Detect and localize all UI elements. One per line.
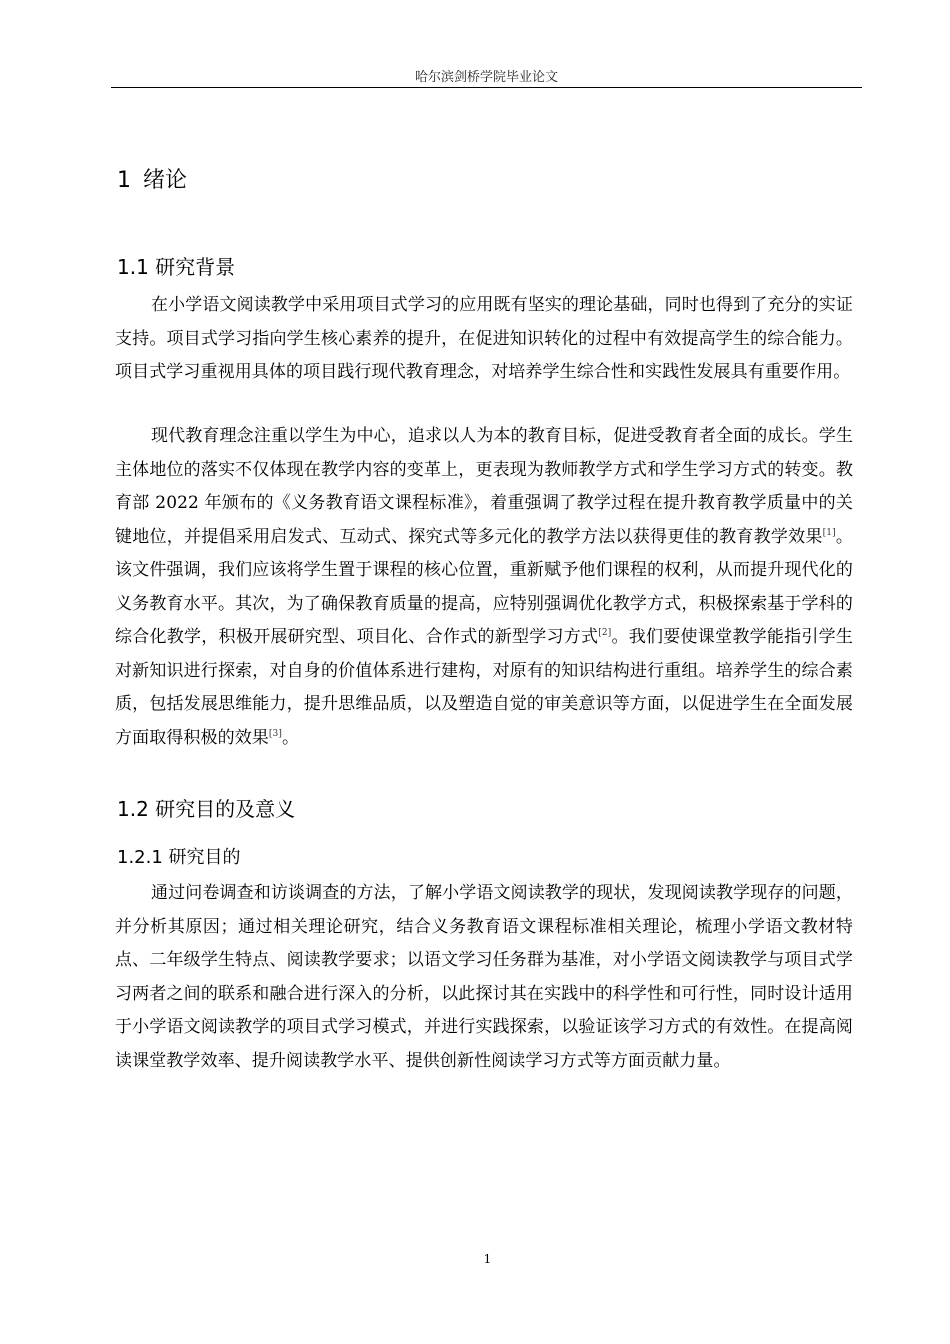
paragraph-text: 。	[281, 727, 300, 748]
paragraph-research-purpose: 通过问卷调查和访谈调查的方法，了解小学语文阅读教学的现状，发现阅读教学现存的问题，并分析其原因；通过相关理论研究，结合义务教育语文课程标准相关理论，梳理小学语文教材特点、二年级学生特点、阅读教学要求；以语文学习任务群为基准，对小学语文阅读教学与项目式学习两者之间的联系和融合进行深入的分析，以此探讨其在实践中的科学性和可行性，同时设计适用于小学语文阅读教学的项目式学习模式，并进行实践探索，以验证该学习方式的有效性。在提高阅读课堂教学效率、提升阅读教学水平、提供创新性阅读学习方式等方面贡献力量。	[115, 883, 853, 1071]
paragraph-background-1: 在小学语文阅读教学中采用项目式学习的应用既有坚实的理论基础，同时也得到了充分的实证支持。项目式学习指向学生核心素养的提升，在促进知识转化的过程中有效提高学生的综合能力。项目式学习重视用具体的项目践行现代教育理念，对培养学生综合性和实践性发展具有重要作用。	[115, 295, 853, 382]
page-number: 1	[483, 1252, 492, 1266]
paragraph-text: 现代教育理念注重以学生为中心，追求以人为本的教育目标，促进受教育者全面的成长。学生主体地位的落实不仅体现在教学内容的变革上，更表现为教师教学方式和学生学习方式的转变。教育部 2022 年颁布的《义务教育语文课程标准》，着重强调了教学过程在提升教育教学质量中的关键地位，并提倡采用启发式、互动式、探究式等多元化的教学方法以获得更佳的教育教学效果	[115, 426, 853, 547]
citation-3[interactable]: [3]	[268, 728, 282, 739]
paragraph-text: 。该文件强调，我们应该将学生置于课程的核心位置，重新赋予他们课程的权利，从而提升现代化的义务教育水平。其次，为了确保教育质量的提高，应特别强调优化教学方式，积极探索基于学科的综合化教学，积极开展研究型、项目化、合作式的新型学习方式	[115, 526, 853, 647]
chapter-title-text: 绪论	[143, 168, 188, 193]
paragraph-text: 。我们要使课堂教学能指引学生对新知识进行探索，对自身的价值体系进行建构，对原有的知识结构进行重组。培养学生的综合素质，包括发展思维能力，提升思维品质，以及塑造自觉的审美意识等方面，以促进学生在全面发展方面取得积极的效果	[115, 627, 853, 748]
running-header: 哈尔滨剑桥学院毕业论文	[414, 70, 558, 85]
subsection-title-research-purpose: 1.2.1 研究目的	[117, 847, 241, 868]
section-title-purpose-significance: 1.2 研究目的及意义	[117, 797, 296, 821]
paragraph-background-2	[115, 420, 853, 755]
header-divider	[111, 87, 862, 88]
chapter-title	[117, 163, 187, 194]
citation-2[interactable]: [2]	[598, 628, 612, 638]
chapter-number: 1	[117, 168, 131, 193]
section-title-research-background: 1.1 研究背景	[117, 255, 236, 279]
citation-1[interactable]: [1]	[822, 527, 836, 538]
